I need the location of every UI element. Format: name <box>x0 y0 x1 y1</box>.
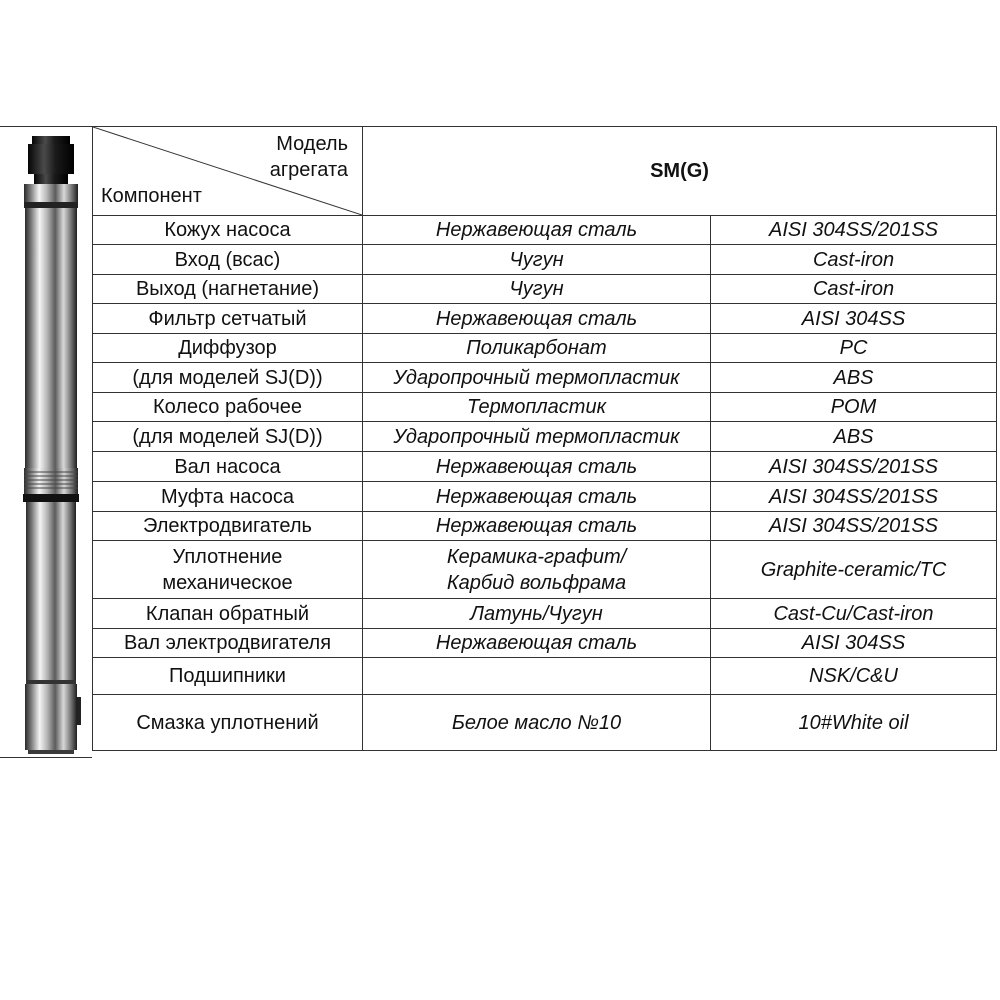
material-en-cell: 10#White oil <box>711 695 997 751</box>
table-row <box>93 275 997 304</box>
table-row <box>93 422 997 452</box>
material-en-cell: Cast-iron <box>711 245 997 275</box>
material-en-cell: AISI 304SS <box>711 629 997 658</box>
material-en-cell: AISI 304SS/201SS <box>711 512 997 541</box>
table-body <box>93 216 997 751</box>
table-row <box>93 541 997 599</box>
component-cell: Подшипники <box>93 658 363 695</box>
table-row <box>93 393 997 422</box>
table-row <box>93 334 997 363</box>
table-row <box>93 658 997 695</box>
material-en-cell: PC <box>711 334 997 363</box>
material-ru-cell: Белое масло №10 <box>363 695 711 751</box>
material-ru-cell: Ударопрочный термопластик <box>363 422 711 452</box>
table-row <box>93 452 997 482</box>
material-en-cell: ABS <box>711 422 997 452</box>
material-ru-cell: Керамика-графит/ Карбид вольфрама <box>363 541 711 599</box>
material-ru-cell: Ударопрочный термопластик <box>363 363 711 393</box>
model-label-line1: Модель <box>276 133 348 155</box>
material-ru-cell: Чугун <box>363 245 711 275</box>
model-label <box>270 131 348 183</box>
top-rule <box>0 126 92 127</box>
material-ru-cell: Латунь/Чугун <box>363 599 711 629</box>
material-ru-cell: Нержавеющая сталь <box>363 482 711 512</box>
material-ru-cell: Нержавеющая сталь <box>363 304 711 334</box>
component-cell: Вход (всас) <box>93 245 363 275</box>
component-cell: (для моделей SJ(D)) <box>93 422 363 452</box>
component-cell: Выход (нагнетание) <box>93 275 363 304</box>
component-cell: Муфта насоса <box>93 482 363 512</box>
table-row <box>93 599 997 629</box>
material-ru-cell: Поликарбонат <box>363 334 711 363</box>
material-en-cell: NSK/C&U <box>711 658 997 695</box>
component-cell: Диффузор <box>93 334 363 363</box>
material-en-cell: AISI 304SS <box>711 304 997 334</box>
material-en-cell: Cast-iron <box>711 275 997 304</box>
component-cell: Фильтр сетчатый <box>93 304 363 334</box>
material-en-cell: Cast-Cu/Cast-iron <box>711 599 997 629</box>
model-label-line2: агрегата <box>269 159 348 181</box>
material-ru-cell: Термопластик <box>363 393 711 422</box>
material-en-cell: ABS <box>711 363 997 393</box>
model-name: SM(G) <box>363 127 997 216</box>
table-row <box>93 629 997 658</box>
material-ru-cell <box>363 658 711 695</box>
table-row <box>93 512 997 541</box>
header-corner-cell <box>93 127 363 216</box>
table-row <box>93 304 997 334</box>
component-cell: (для моделей SJ(D)) <box>93 363 363 393</box>
component-cell: Электродвигатель <box>93 512 363 541</box>
material-en-cell: AISI 304SS/201SS <box>711 216 997 245</box>
material-ru-cell: Нержавеющая сталь <box>363 216 711 245</box>
component-cell: Вал насоса <box>93 452 363 482</box>
spec-table <box>92 126 997 751</box>
material-en-cell: AISI 304SS/201SS <box>711 482 997 512</box>
bottom-rule <box>0 757 92 758</box>
material-ru-cell: Нержавеющая сталь <box>363 512 711 541</box>
table-row <box>93 216 997 245</box>
material-en-cell: POM <box>711 393 997 422</box>
component-cell: Уплотнение механическое <box>93 541 363 599</box>
component-cell: Смазка уплотнений <box>93 695 363 751</box>
component-cell: Клапан обратный <box>93 599 363 629</box>
material-ru-cell: Нержавеющая сталь <box>363 452 711 482</box>
component-cell: Вал электродвигателя <box>93 629 363 658</box>
table-row <box>93 245 997 275</box>
spec-table-container <box>0 126 1000 758</box>
component-cell: Кожух насоса <box>93 216 363 245</box>
component-cell: Колесо рабочее <box>93 393 363 422</box>
table-header-row <box>93 127 997 216</box>
material-ru-cell: Чугун <box>363 275 711 304</box>
material-ru-cell: Нержавеющая сталь <box>363 629 711 658</box>
material-en-cell: AISI 304SS/201SS <box>711 452 997 482</box>
material-en-cell: Graphite-ceramic/TC <box>711 541 997 599</box>
table-row <box>93 482 997 512</box>
table-row <box>93 363 997 393</box>
table-row <box>93 695 997 751</box>
component-label: Компонент <box>101 185 202 207</box>
